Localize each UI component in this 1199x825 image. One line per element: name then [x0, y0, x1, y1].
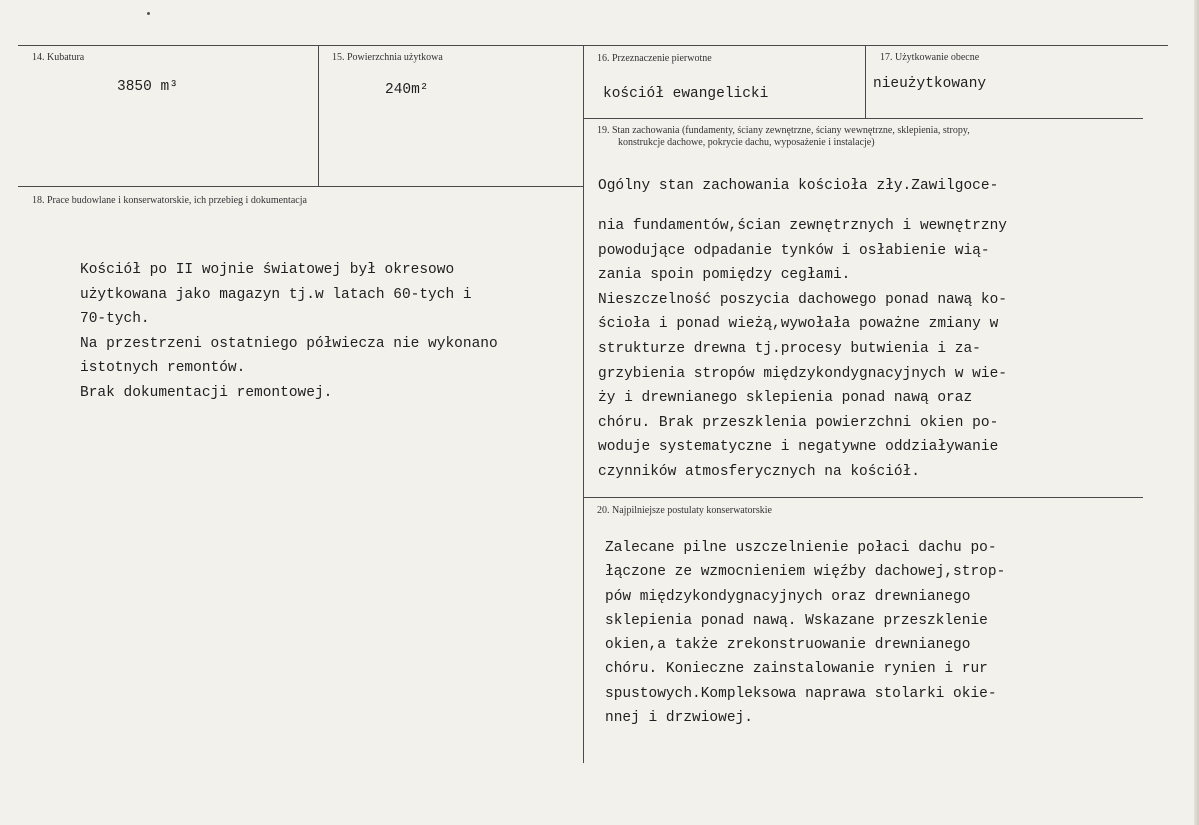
text-line: powodujące odpadanie tynków i osłabienie wią- [598, 242, 990, 259]
text-line: Brak dokumentacji remontowej. [80, 384, 333, 401]
text-line: Nieszczelność poszycia dachowego ponad nawą ko- [598, 291, 1007, 308]
text-line: Na przestrzeni ostatniego półwiecza nie wykonano [80, 335, 498, 352]
text-line: łączone ze wzmocnieniem więźby dachowej,strop- [605, 564, 1006, 581]
field-16-label: 16. Przeznaczenie pierwotne [597, 53, 712, 64]
text-line: zania spoin pomiędzy cegłami. [598, 267, 851, 284]
text-line: istotnych remontów. [80, 360, 246, 376]
paper-edge-shadow [1194, 0, 1199, 825]
field-18-label: 18. Prace budowlane i konserwatorskie, ich przebieg i dokumentacja [32, 195, 307, 206]
text-line: sklepienia ponad nawą. Wskazane przeszklenie [605, 612, 988, 629]
field-17-value: nieużytkowany [873, 76, 987, 92]
field-19-first-line: Ogólny stan zachowania kościoła zły.Zawilgoce- [598, 178, 999, 194]
text-line: chóru. Brak przeszklenia powierzchni okien po- [598, 414, 999, 431]
divider-main [583, 45, 584, 763]
field-20-text [605, 536, 1005, 730]
text-line: użytkowana jako magazyn tj.w latach 60-tych i [80, 286, 472, 303]
text-line: czynników atmosferycznych na kościół. [598, 463, 920, 480]
text-line: okien,a także zrekonstruowanie drewnianego [605, 637, 971, 654]
field-15-value: 240m² [385, 82, 429, 98]
field-19-label-line1: 19. Stan zachowania (fundamenty, ściany zewnętrzne, ściany wewnętrzne, sklepienia, stropy, [597, 125, 970, 136]
field-19-text [598, 214, 1007, 485]
text-line: spustowych.Kompleksowa naprawa stolarki okie- [605, 685, 997, 702]
divider-14-15 [318, 45, 319, 186]
field-14-value: 3850 m³ [117, 79, 178, 95]
text-line: woduje systematyczne i negatywne oddziaływanie [598, 439, 999, 456]
text-line: nnej i drzwiowej. [605, 710, 753, 727]
text-line: Zalecane pilne uszczelnienie połaci dachu po- [605, 540, 997, 556]
text-line: nia fundamentów,ścian zewnętrznych i wewnętrzny [598, 218, 1007, 234]
field-17-label: 17. Użytkowanie obecne [880, 52, 980, 63]
field-14-label: 14. Kubatura [32, 52, 85, 63]
text-line: ży i drewnianego sklepienia ponad nawą oraz [598, 390, 973, 407]
field-16-value: kościół ewangelicki [603, 86, 769, 102]
text-line: Kościół po II wojnie światowej był okresowo [80, 262, 455, 278]
field-20-label: 20. Najpilniejsze postulaty konserwatorskie [597, 505, 772, 516]
text-line: grzybienia stropów międzykondygnacyjnych w wie- [598, 365, 1007, 382]
text-line: strukturze drewna tj.procesy butwienia i za- [598, 340, 981, 357]
top-rule [18, 45, 1168, 46]
field-18-text [80, 258, 498, 405]
section-19-top-rule [583, 118, 1143, 119]
section-18-top-rule [18, 186, 583, 187]
ink-speck [147, 12, 150, 15]
text-line: chóru. Konieczne zainstalowanie rynien i rur [605, 661, 988, 678]
field-15-label: 15. Powierzchnia użytkowa [332, 52, 443, 63]
text-line: 70-tych. [80, 311, 150, 327]
text-line: ścioła i ponad wieżą,wywołała poważne zmiany w [598, 316, 999, 333]
text-line: pów międzykondygnacyjnych oraz drewnianego [605, 588, 971, 605]
field-19-label-line2: konstrukcje dachowe, pokrycie dachu, wyposażenie i instalacje) [618, 137, 875, 148]
section-20-top-rule [583, 497, 1143, 498]
divider-16-17 [865, 45, 866, 118]
